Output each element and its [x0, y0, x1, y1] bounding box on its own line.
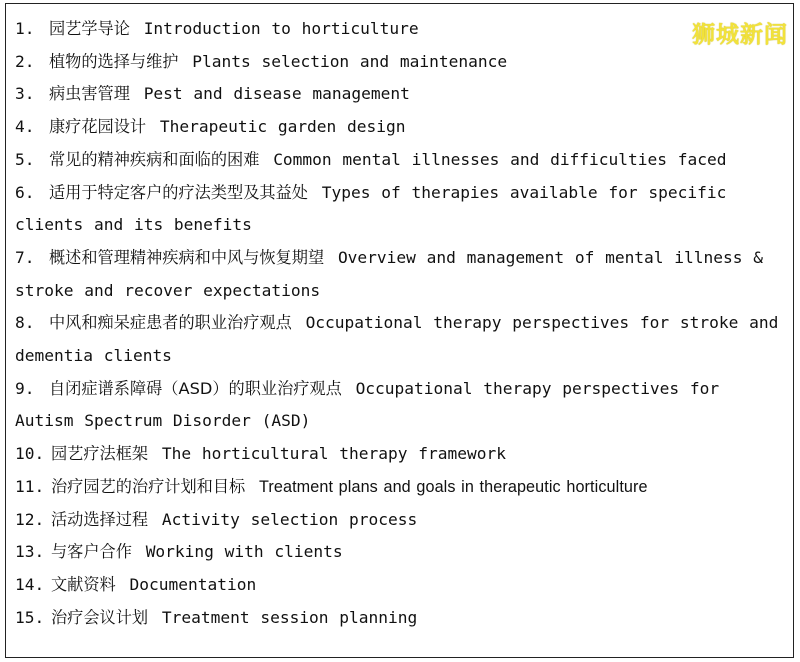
item-chinese-title: 文献资料 [51, 574, 116, 594]
item-number: 3. [15, 84, 35, 104]
item-english-title: Documentation [129, 574, 257, 594]
list-item [15, 78, 787, 111]
item-number: 5. [15, 149, 35, 169]
item-number: 14. [15, 574, 45, 594]
item-english-title: Occupational therapy perspectives for Autism Spectrum Disorder (ASD) [15, 378, 720, 431]
item-chinese-title: 康疗花园设计 [49, 117, 147, 137]
list-item [15, 111, 787, 144]
item-english-title: Occupational therapy perspectives for stroke and dementia clients [15, 313, 779, 366]
watermark-logo: 狮城新闻 [692, 22, 788, 48]
item-number: 11. [15, 476, 45, 496]
item-number: 13. [15, 542, 45, 562]
item-english-title: Introduction to horticulture [143, 19, 419, 38]
item-chinese-title: 园艺学导论 [49, 19, 130, 38]
item-chinese-title: 植物的选择与维护 [49, 51, 179, 71]
list-item [15, 242, 787, 307]
list-item [15, 144, 787, 177]
item-chinese-title: 病虫害管理 [49, 84, 130, 104]
item-english-title: Therapeutic garden design [159, 117, 406, 137]
course-topic-list [15, 13, 787, 634]
list-item [15, 569, 787, 602]
item-number: 4. [15, 117, 35, 137]
item-number: 9. [15, 378, 35, 398]
item-chinese-title: 活动选择过程 [51, 509, 149, 529]
item-english-title: Overview and management of mental illness & stroke and recover expectations [15, 247, 764, 300]
list-item [15, 602, 787, 635]
item-english-title: Plants selection and maintenance [192, 51, 508, 71]
item-number: 15. [15, 607, 45, 627]
item-chinese-title: 治疗会议计划 [51, 607, 149, 627]
list-item [15, 438, 787, 471]
item-chinese-title: 中风和痴呆症患者的职业治疗观点 [49, 313, 292, 333]
item-chinese-title: 适用于特定客户的疗法类型及其益处 [49, 182, 308, 202]
item-english-title: The horticultural therapy framework [161, 444, 506, 464]
item-number: 10. [15, 444, 45, 464]
item-chinese-title: 治疗园艺的治疗计划和目标 [51, 476, 246, 496]
item-english-title: Pest and disease management [143, 84, 410, 104]
item-chinese-title: 常见的精神疾病和面临的困难 [49, 149, 260, 169]
list-item [15, 471, 787, 504]
item-chinese-title: 概述和管理精神疾病和中风与恢复期望 [49, 247, 325, 267]
item-chinese-title: 与客户合作 [51, 542, 132, 562]
item-number: 8. [15, 313, 35, 333]
list-item [15, 177, 787, 242]
item-english-title: Treatment session planning [161, 607, 418, 627]
item-chinese-title: 园艺疗法框架 [51, 444, 149, 464]
list-item [15, 46, 787, 79]
item-number: 12. [15, 509, 45, 529]
item-english-title: Activity selection process [161, 509, 418, 529]
item-english-title: Treatment plans and goals in therapeutic horticulture [259, 477, 648, 496]
item-english-title: Common mental illnesses and difficulties faced [273, 149, 727, 169]
list-item [15, 307, 787, 372]
item-english-title: Types of therapies available for specific clients and its benefits [15, 182, 727, 235]
item-number: 7. [15, 247, 35, 267]
list-item [15, 13, 787, 46]
item-english-title: Working with clients [145, 542, 343, 562]
item-number: 2. [15, 51, 35, 71]
list-item [15, 536, 787, 569]
list-item [15, 504, 787, 537]
item-number: 6. [15, 182, 35, 202]
list-item [15, 373, 787, 438]
item-chinese-title: 自闭症谱系障碍（ASD）的职业治疗观点 [49, 378, 342, 398]
item-number: 1. [15, 19, 35, 38]
